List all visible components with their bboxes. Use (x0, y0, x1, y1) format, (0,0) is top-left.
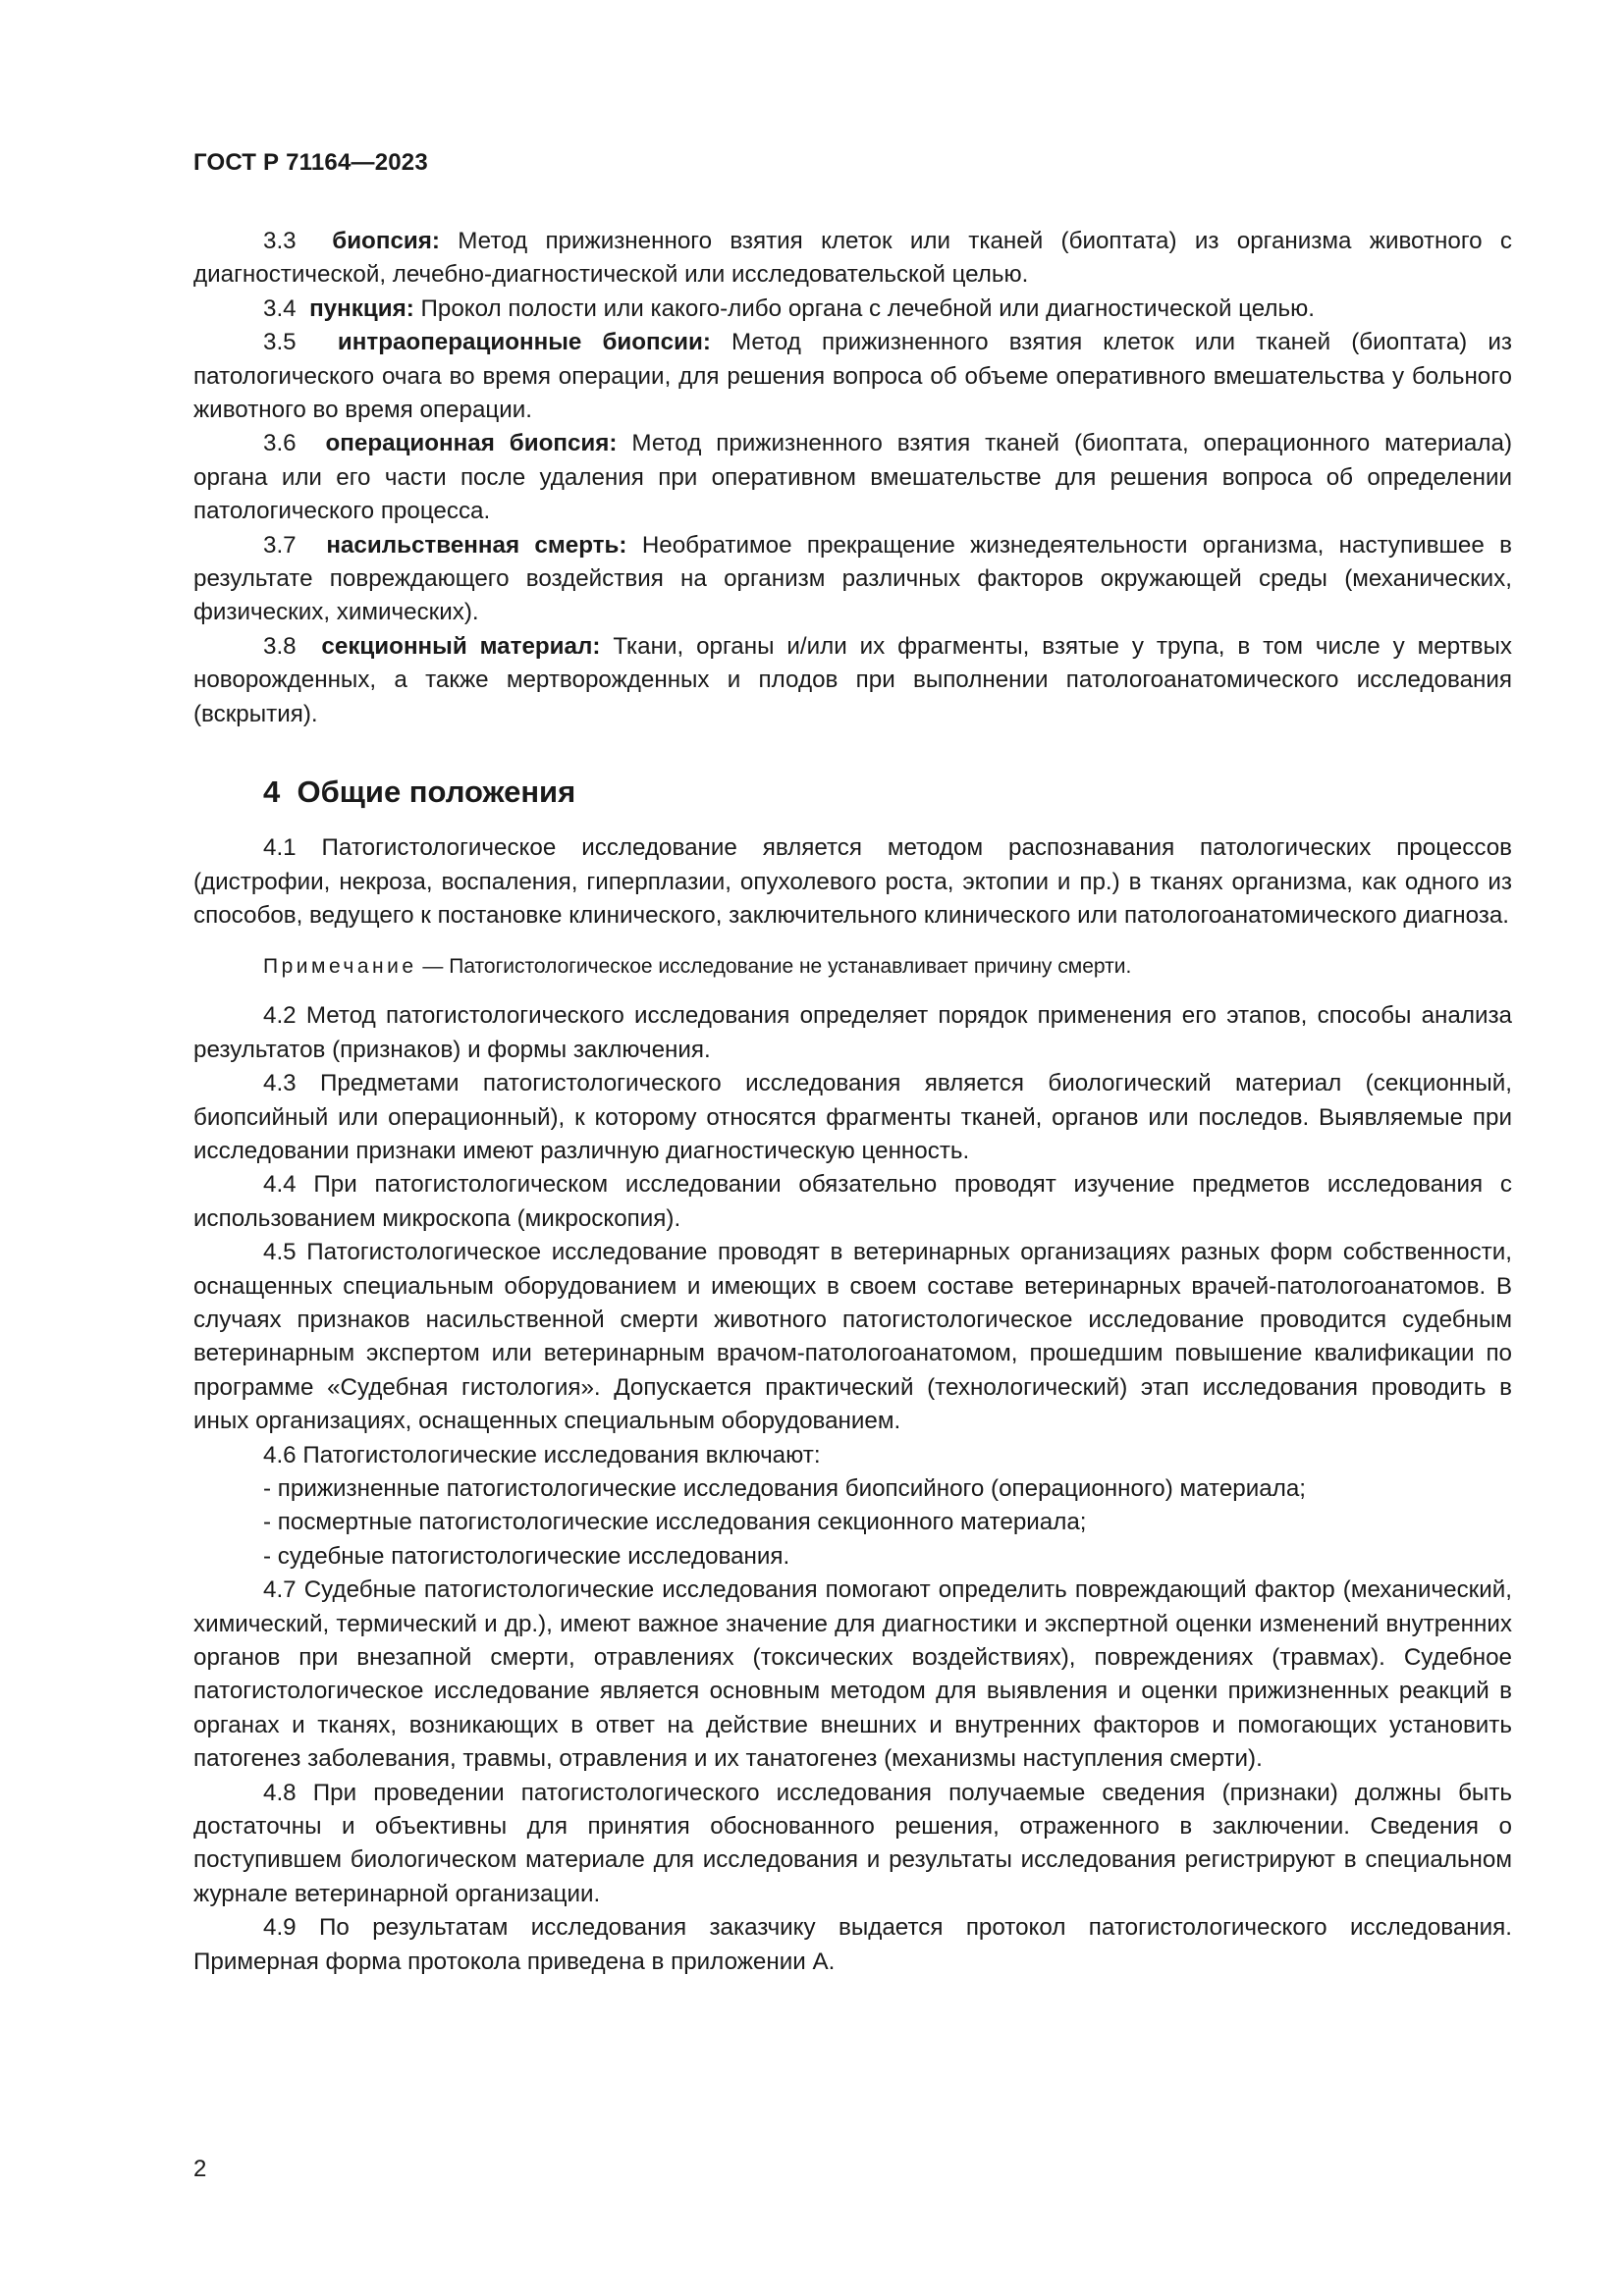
term-definition: Прокол полости или какого-либо органа с лечебной или диагностической целью. (413, 294, 1315, 322)
paragraph-4-6: 4.6 Патогистологические исследования включают: (263, 1441, 821, 1468)
paragraph-4-5: 4.5 Патогистологическое исследование проводят в ветеринарных организациях разных форм собственности, оснащенных специальным оборудованием и имеющих в своем составе ветеринарных врачей-патологоанатомов. В случаях признаков насильственной смерти животного патогистологическое исследование проводится судебным ветеринарным экспертом или ветеринарным врачом-патологоанатомом, прошедшим повышение квалификации по программе «Судебная гистология». Допускается практический (технологический) этап исследования проводить в иных организациях, оснащенных специальным оборудованием. (193, 1239, 1512, 1435)
note-text: — Патогистологическое исследование не устанавливает причину смерти. (416, 955, 1132, 979)
list-item: - прижизненные патогистологические исследования биопсийного (операционного) материала; (263, 1475, 1306, 1502)
term-definition: Метод прижизненного взятия клеток или тканей (биоптата) из организма животного с диагностической, лечебно-диагностической или исследовательской целью. (193, 228, 1512, 289)
paragraph-4-2: 4.2 Метод патогистологического исследования определяет порядок применения его этапов, способы анализа результатов (признаков) и формы заключения. (193, 1002, 1512, 1063)
term-3-8 (193, 630, 1512, 731)
paragraph-4-7: 4.7 Судебные патогистологические исследования помогают определить повреждающий фактор (механический, химический, термический и др.), имеют важное значение для диагностики и экспертной оценки изменений внутренних органов при внезапной смерти, отравлениях (токсических воздействиях), повреждениях (травмах). Судебное патогистологическое исследование является основным методом для выявления и оценки прижизненных реакций в органах и тканях, возникающих в ответ на действие внешних и внутренних факторов и помогающих установить патогенез заболевания, травмы, отравления и их танатогенез (механизмы наступления смерти). (193, 1576, 1512, 1773)
document-header: ГОСТ Р 71164—2023 (193, 149, 428, 176)
paragraph-4-8: 4.8 При проведении патогистологического исследования получаемые сведения (признаки) должны быть достаточны и объективны для принятия обоснованного решения, отраженного в заключении. Сведения о поступившем биологическом материале для исследования и результаты исследования регистрируют в специальном журнале ветеринарной организации. (193, 1779, 1512, 1907)
term-definition: Метод прижизненного взятия тканей (биоптата, операционного материала) органа или его части после удаления при оперативном вмешательстве для решения вопроса об определении патологического процесса. (193, 430, 1512, 525)
term-3-7 (193, 529, 1512, 630)
paragraph-4-1: 4.1 Патогистологическое исследование является методом распознавания патологических процессов (дистрофии, некроза, воспаления, гиперплазии, опухолевого роста, эктопии и пр.) в тканях организма, как одного из способов, ведущего к постановке клинического, заключительного клинического или патологоанатомического диагноза. (193, 834, 1512, 929)
term-number: 3.7 (263, 531, 297, 559)
term-3-3 (193, 225, 1512, 293)
section-title: Общие положения (297, 774, 576, 810)
term-definition: Метод прижизненного взятия клеток или тканей (биоптата) из патологического очага во время операции, для решения вопроса об объеме оперативного вмешательства у больного животного во время операции. (193, 329, 1512, 424)
section-number: 4 (263, 774, 281, 810)
paragraph-4-3: 4.3 Предметами патогистологического исследования является биологический материал (секционный, биопсийный или операционный), к которому относятся фрагменты тканей, органов или последов. Выявляемые при исследовании признаки имеют различную диагностическую ценность. (193, 1070, 1512, 1164)
term-3-6 (193, 427, 1512, 528)
term-title: насильственная смерть: (326, 531, 627, 559)
page-number: 2 (193, 2156, 207, 2182)
term-definition: Ткани, органы и/или их фрагменты, взятые у трупа, в том числе у мертвых новорожденных, а также мертворожденных и плодов при выполнении патологоанатомического исследования (вскрытия). (193, 632, 1512, 727)
term-3-5 (193, 326, 1512, 427)
term-definition: Необратимое прекращение жизнедеятельности организма, наступившее в результате повреждающего воздействия на организм различных факторов окружающей среды (механических, физических, химических). (193, 531, 1512, 626)
term-number: 3.4 (263, 294, 297, 322)
section-heading (263, 773, 1512, 812)
term-title: операционная биопсия: (325, 430, 618, 457)
term-title: биопсия: (332, 228, 440, 254)
term-title: пункция: (309, 294, 414, 322)
note (193, 952, 1512, 982)
term-number: 3.8 (263, 632, 297, 660)
term-title: секционный материал: (321, 632, 601, 660)
term-number: 3.3 (263, 228, 297, 254)
paragraph-4-9: 4.9 По результатам исследования заказчику выдается протокол патогистологического исследования. Примерная форма протокола приведена в приложении А. (193, 1914, 1512, 1975)
list-item: - судебные патогистологические исследования. (263, 1542, 790, 1570)
term-title: интраоперационные биопсии: (337, 329, 711, 356)
document-body (193, 225, 1512, 1979)
term-number: 3.6 (263, 430, 297, 457)
note-label: Примечание (263, 955, 417, 979)
paragraph-4-4: 4.4 При патогистологическом исследовании обязательно проводят изучение предметов исследования с использованием микроскопа (микроскопия). (193, 1171, 1512, 1232)
term-3-4 (193, 293, 1512, 326)
term-number: 3.5 (263, 329, 297, 356)
list-item: - посмертные патогистологические исследования секционного материала; (263, 1509, 1087, 1536)
